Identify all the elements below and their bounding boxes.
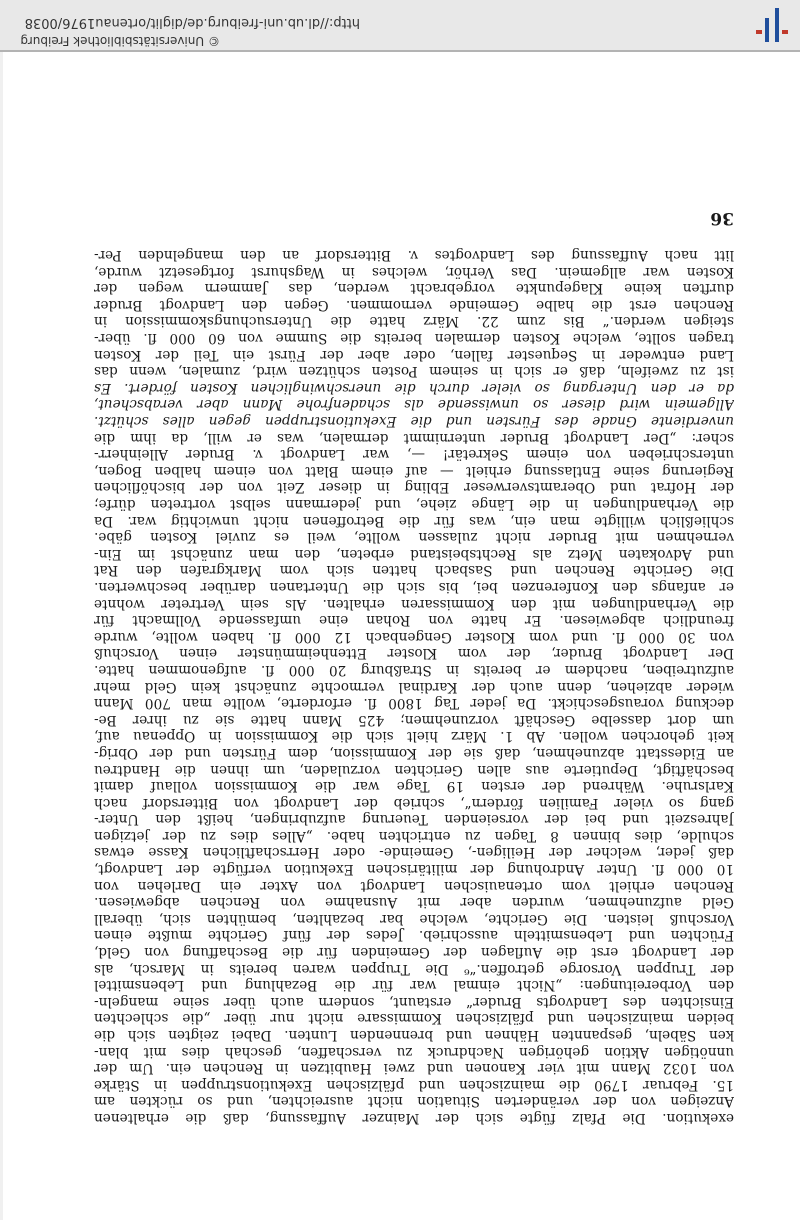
text-line-italic: Allgemein wird dieser so unwissende als schadenfrohe Mann aber verabscheut, (94, 396, 734, 413)
viewer-header-bar (0, 0, 800, 52)
text-line: keit gehorchen wollen. Ab 1. März hielt sich die Kommission in Oppenau auf, (94, 728, 734, 745)
text-line: Geld aufzunehmen, wurden aber mit Ausnahme von Renchen abgewiesen. (94, 894, 734, 911)
text-line: um dort dasselbe Geschäft vorzunehmen; 425 Mann hatte sie zu ihrer Be- (94, 711, 734, 728)
text-line: die Verhandlungen mit den Kommissaren erhalten. Als sein Vertreter wohnte (94, 595, 734, 612)
text-line: von 30 000 fl. und vom Kloster Gengenbach 12 000 fl. haben wollte, wurde (94, 628, 734, 645)
text-line: Vorschuß leisten. Die Gerichte, welche bar bezahlten, bemühten sich, überall (94, 910, 734, 927)
text-line: die Verhandlungen in die Länge ziehe, und jedermann selbst vortreten dürfe; (94, 496, 734, 513)
text-line: daß jeder, welcher der Heiligen-, Gemeinde- oder Herrschaftlichen Kasse etwas (94, 844, 734, 861)
text-line: schulde, dies binnen 8 Tagen zu entrichten habe. „Alles dies zu der jetzigen (94, 827, 734, 844)
text-line: Jahreszeit und bei der vorseienden Teuerung aufzubringen, heißt den Unter- (94, 811, 734, 828)
text-line-italic: da er den Untergang so vieler durch die unerschwinglichen Kosten fördert. Es (94, 379, 734, 396)
text-line: den Vorbereitungen: „Nicht einmal war für die Bezahlung und Lebensmittel (94, 977, 734, 994)
text-line: Renchen erhielt vom ortenauischen Landvogt von Axter ein Darlehen von (94, 877, 734, 894)
text-line: Die Gerichte Renchen und Sasbach hatten sich vom Markgrafen den Rat (94, 562, 734, 579)
text-line: er anfangs den Konferenzen bei, bis sich die Untertanen darüber beschwerten. (94, 579, 734, 595)
text-line: exekution. Die Pfalz fügte sich der Mainzer Auffassung, daß die erhaltenen (94, 1110, 734, 1126)
text-line: durften keine Klagepunkte vorgebracht werden, das Jammern wegen der (94, 280, 734, 297)
text-line: Einsichten des Landvogts Bruder“ erstaunt, sondern auch über seine mangeln- (94, 993, 734, 1010)
text-line: ist zu zweifeln, daß er sich in seinem Posten schützen wird, zumalen, wenn das (94, 363, 734, 380)
text-line: Land entweder in Sequester fallen, oder aber der Fürst ein Teil der Kosten (94, 346, 734, 363)
text-line: Der Landvogt Bruder, der vom Kloster Ettenheimmünster einen Vorschuß (94, 645, 734, 662)
text-line: vernehmen mit Bruder nicht zulassen wollte, weil es zuviel Kosten gäbe. (94, 529, 734, 546)
text-line: freundlich abgewiesen. Er hatte von Rohan eine umfassende Vollmacht für (94, 612, 734, 629)
text-line: unnötigen Aktion gehörigen Nachdruck zu verschaffen, geschah dies mit blan- (94, 1043, 734, 1060)
body-text (94, 247, 734, 1126)
text-line: Früchten und Lebensmitteln ausschrieb. Jedes der fünf Gerichte mußte einen (94, 927, 734, 944)
text-line: 10 000 fl. Unter Androhung der militärischen Exekution verfügte der Landvogt, (94, 861, 734, 878)
header-divider (0, 50, 800, 52)
text-line: Anzeigen von der veränderten Situation nicht ausreichten, und so rückten am (94, 1093, 734, 1110)
text-line: Renchen erst die halbe Gemeinde vernommen. Gegen den Landvogt Bruder (94, 296, 734, 313)
text-line: der Landvogt erst die Auflagen der Gemeinden für die Beschaffung von Geld, (94, 944, 734, 961)
text-line: tragen sollte, welche Kosten dermalen bereits die Summe von 60 000 fl. über- (94, 330, 734, 347)
text-line: beiden mainzischen und pfälzischen Kommissare nicht nur über „die schlechten (94, 1010, 734, 1027)
text-line: unterschrieben von einem Sekretär! —, war Landvogt v. Bruder Alleinherr- (94, 446, 734, 463)
text-line-italic: unverdiente Gnade des Fürsten und die Exekutionstruppen gegen alles schützt. (94, 413, 734, 430)
text-line: wieder abziehen, denn auch der Kardinal vermochte zunächst kein Geld mehr (94, 678, 734, 695)
document-url-link[interactable]: http://dl.ub.uni-freiburg.de/diglit/ortenau1976/0038 (24, 15, 360, 30)
text-line: der Truppen Vorsorge getroffen.“⁶ Die Truppen waren bereits in Marsch, als (94, 960, 734, 977)
text-line: litt nach Auffassung des Landvogtes v. Bittersdorf an den mangelnden Per- (94, 247, 734, 264)
text-line: beschäftigt, Deputierte aus allen Gerichten vorzuladen, um ihnen die Handtreu (94, 761, 734, 778)
text-line: an Eidesstatt abzunehmen, daß sie der Kommission, dem Fürsten und der Obrig- (94, 744, 734, 761)
text-line: von 1032 Mann mit vier Kanonen und zwei Haubitzen in Renchen ein. Um der (94, 1060, 734, 1077)
text-line: der Hofrat und Oberamtsverweser Ebling in dieser Zeit von der bischöflichen (94, 479, 734, 496)
text-line: deckung vorausgeschickt. Da jeder Tag 1800 fl. erforderte, wollte man 700 Mann (94, 695, 734, 712)
text-line: 15. Februar 1790 die mainzischen und pfälzischen Exekutionstruppen in Stärke (94, 1076, 734, 1093)
text-line: aufzutreiben, nachdem er bereits in Straßburg 20 000 fl. aufgenommen hatte. (94, 661, 734, 678)
text-line: gang so vieler Familien fördern“, schrieb der Landvogt von Bittersdorf nach (94, 794, 734, 811)
text-line: ken Säbeln, gespannten Hähnen und brennenden Lunten. Dabei zeigten sich die (94, 1027, 734, 1044)
text-line: schließlich willigte man ein, was für die Betroffenen nicht unwichtig war. Da (94, 512, 734, 529)
text-line: Regierung seine Entlassung erhielt — auf einem Blatt von einem halben Bogen, (94, 462, 734, 479)
text-line: und Advokaten Metz als Rechtsbeistand erbeten, den man zunächst im Ein- (94, 545, 734, 562)
text-line: Karlsruhe. Während der ersten 19 Tage war die Kommission vollauf damit (94, 778, 734, 795)
text-line: steigen werden.“ Bis zum 22. März hatte die Untersuchungskommission in (94, 313, 734, 330)
text-line: Kosten war allgemein. Das Verhör, welches in Wagshurst fortgesetzt wurde, (94, 263, 734, 280)
page-number: 36 (710, 208, 734, 228)
ub-freiburg-logo-icon (752, 4, 792, 44)
text-line: scher: „Der Landvogt Bruder unternimmt dermalen, was er will, da ihm die (94, 429, 734, 446)
copyright-notice: © Universitätsbibliothek Freiburg (20, 34, 220, 48)
